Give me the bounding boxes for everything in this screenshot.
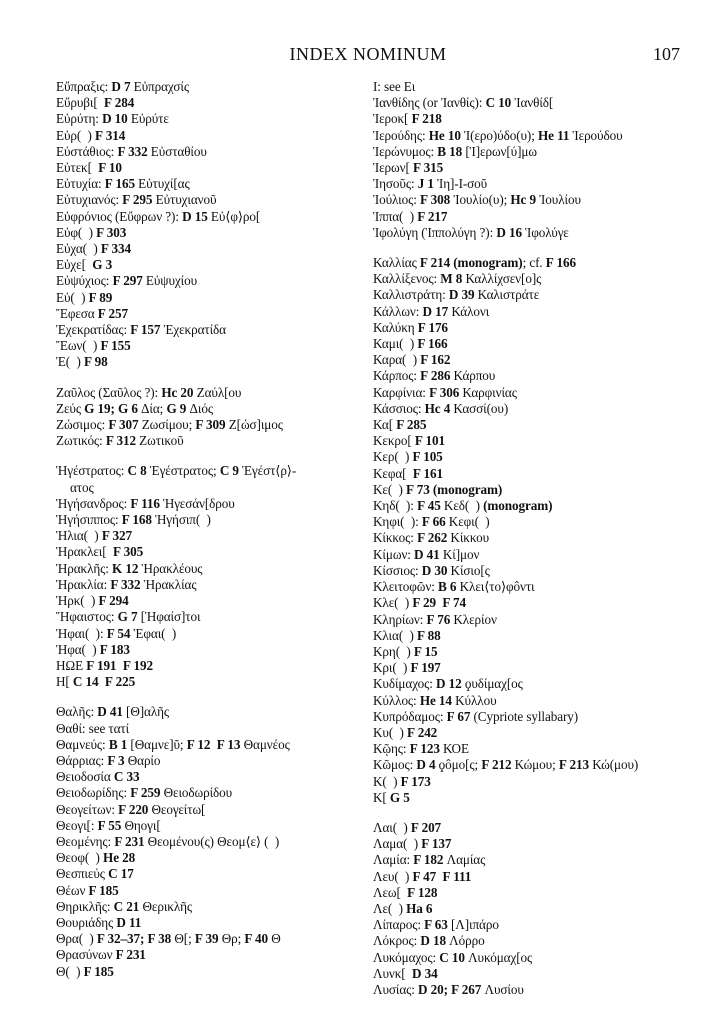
index-entry: Κάλλων: D 17 Κάλονι (373, 303, 490, 319)
index-entry: Θεοφ( ) He 28 (56, 850, 136, 866)
index-entry: Ι: see Ει (373, 79, 416, 94)
index-entry: Θρασύνων F 231 (56, 947, 146, 963)
index-entry: Ἱερων[ F 315 (373, 160, 444, 176)
index-entry: Ἐ( ) F 98 (56, 354, 108, 370)
index-entry: Θαθί: see τατί (56, 720, 130, 736)
entry-group-separator (56, 371, 361, 385)
entry-group-separator (56, 449, 361, 463)
index-entry: Καρφίνια: F 306 Καρφινίας (373, 384, 517, 400)
index-entry: Θεογείτων: F 220 Θεογείτω[ (56, 801, 206, 817)
index-entry: Ἱεροκ[ F 218 (373, 111, 442, 127)
index-column-right (373, 79, 703, 998)
index-entry: Κλειτοφῶν: B 6 Κλει⟨το⟩φôντι (373, 579, 535, 595)
index-entry: ατος (70, 479, 94, 495)
index-entry: Κηδ( ): F 45 Κεδ( ) (monogram) (373, 498, 553, 514)
index-entry: Κληρίων: F 76 Κλερίον (373, 611, 497, 627)
index-entry: Ἱερούδης: He 10 Ἱ(ερο)ύδο(υ); He 11 Ἱερούδου (373, 127, 623, 143)
index-entry: Ζεύς G 19; G 6 Δία; G 9 Διός (56, 400, 213, 416)
index-entry: Ἔων( ) F 155 (56, 338, 131, 354)
index-entry: Κίμων: D 41 Κί]μον (373, 546, 480, 562)
index-entry: Εὐτυχιανός: F 295 Εὐτυχιανοῦ (56, 192, 217, 208)
page-number: 107 (653, 44, 680, 64)
index-entry: Καρα( ) F 162 (373, 352, 451, 368)
index-entry: Κλε( ) F 29 F 74 (373, 595, 467, 611)
index-entry: Καλλίας F 214 (monogram); cf. F 166 (373, 255, 576, 271)
index-entry: Κρη( ) F 15 (373, 643, 438, 659)
index-entry: Λυκόμαχος: C 10 Λυκόμαχ[ος (373, 949, 533, 965)
index-entry: Θηρικλῆς: C 21 Θερικλῆς (56, 898, 193, 914)
index-entry: Θαμνεύς: B 1 [Θαμνε]ῦ; F 12 F 13 Θαμνέος (56, 736, 290, 752)
index-entry: Ἱφολύγη (Ἱππολύγη ?): D 16 Ἱφολύγε (373, 224, 569, 240)
index-entry: Ἥφαιστος: G 7 [Ἡφαίσ]τοι (56, 609, 201, 625)
index-entry: Κ[ G 5 (373, 789, 410, 805)
entry-group-separator (373, 806, 703, 820)
index-entry: Ἡρακλῆς: K 12 Ἡρακλέους (56, 560, 203, 576)
index-entry: Κίσσιος: D 30 Κίσιο[ς (373, 562, 490, 578)
index-entry: Θεογι[: F 55 Θηογι[ (56, 817, 161, 833)
index-entry: Ἰούλιος: F 308 Ἰουλίο(υ); Hc 9 Ἰουλίου (373, 192, 581, 208)
index-entry: Κυ( ) F 242 (373, 724, 438, 740)
index-entry: Κα[ F 285 (373, 417, 427, 433)
index-entry: Ἡγέστρατος: C 8 Ἑγέστρατος; C 9 Ἑγέστ⟨ρ⟩- (56, 463, 297, 479)
index-entry: Λεω[ F 128 (373, 884, 438, 900)
index-entry: Κάσσιος: Hc 4 Κασσί(ου) (373, 400, 509, 416)
index-entry: Λόκρος: D 18 Λόρρο (373, 933, 485, 949)
index-entry: Εὐρ( ) F 314 (56, 127, 126, 143)
index-entry: Ἡγήσανδρος: F 116 Ἡγεσάν[δρου (56, 495, 235, 511)
index-entry: Ἐχεκρατίδας: F 157 Ἐχεκρατίδα (56, 322, 226, 338)
index-entry: Ζώσιμος: F 307 Ζωσίμου; F 309 Ζ[ώσ]ιμος (56, 417, 283, 433)
index-entry: Θειοδωρίδης: F 259 Θειοδωρίδου (56, 785, 233, 801)
index-entry: Θουριάδης D 11 (56, 914, 142, 930)
index-entry: Ἡλια( ) F 327 (56, 528, 132, 544)
index-entry: Ζαῦλος (Σαῦλος ?): Hc 20 Ζαύλ[ου (56, 384, 242, 400)
index-entry: Εὐ( ) F 89 (56, 289, 113, 305)
index-entry: Κρι( ) F 197 (373, 660, 441, 676)
index-entry: Ἡφαι( ): F 54 Ἑφαι( ) (56, 625, 177, 641)
index-entry: Λυνκ[ D 34 (373, 965, 438, 981)
index-entry: Θειοδοσία C 33 (56, 769, 140, 785)
index-entry: Λαμία: F 182 Λαμίας (373, 852, 486, 868)
index-entry: Κῷης: F 123 ΚΟΕ (373, 741, 469, 757)
index-entry: Ἡρκ( ) F 294 (56, 593, 129, 609)
index-entry: Εὐτυχία: F 165 Εὐτυχί[ας (56, 176, 190, 192)
index-entry: Κηφι( ): F 66 Κεφι( ) (373, 514, 490, 530)
index-entry: Καμι( ) F 166 (373, 336, 448, 352)
index-entry: Η[ C 14 F 225 (56, 674, 136, 690)
index-entry: Ἰησοῦς: J 1 Ἰη]-Ι-σοῦ (373, 176, 488, 192)
entry-group-separator (373, 241, 703, 255)
index-entry: Εὐτεκ[ F 10 (56, 160, 122, 176)
index-entry: Λαμα( ) F 137 (373, 836, 452, 852)
index-column-left (56, 79, 361, 980)
index-entry: Κλια( ) F 88 (373, 627, 441, 643)
index-entry: Κῶμος: D 4 ϙôμο[ς; F 212 Κώμου; F 213 Κώ(μου) (373, 757, 639, 773)
index-entry: Θαλῆς: D 41 [Θ]αλῆς (56, 704, 170, 720)
index-entry: Ἡφα( ) F 183 (56, 641, 130, 657)
index-entry: Ἔφεσα F 257 (56, 305, 128, 321)
index-entry: Κερ( ) F 105 (373, 449, 443, 465)
index-entry: Εὐχα( ) F 334 (56, 241, 131, 257)
index-entry: Καλύκη F 176 (373, 319, 448, 335)
index-entry: Θεομένης: F 231 Θεομένου(ς) Θεομ⟨ε⟩ ( ) (56, 833, 280, 849)
index-entry: Εὐχε[ G 3 (56, 257, 113, 273)
index-entry: Εὔρυβι[ F 284 (56, 95, 135, 111)
index-entry: Κεκρο[ F 101 (373, 433, 446, 449)
entry-group-separator (56, 690, 361, 704)
index-entry: Ἡγήσιππος: F 168 Ἡγήσιπ( ) (56, 512, 211, 528)
index-entry: Εὐρύτη: D 10 Εὐρύτε (56, 111, 169, 127)
index-entry: Κύλλος: He 14 Κύλλου (373, 692, 497, 708)
index-entry: Ἱππα( ) F 217 (373, 208, 448, 224)
page-header (56, 44, 680, 68)
index-entry: Κεφα[ F 161 (373, 465, 444, 481)
index-entry: Κε( ) F 73 (monogram) (373, 481, 503, 497)
index-entry: Καλλίξενος: M 8 Καλλίχσεν[ο]ς (373, 271, 542, 287)
index-entry: Εὐφ( ) F 303 (56, 224, 127, 240)
index-entry: Ἡρακλία: F 332 Ἡρακλίας (56, 576, 197, 592)
index-entry: Ἡρακλει[ F 305 (56, 544, 144, 560)
index-entry: Κίκκος: F 262 Κίκκου (373, 530, 490, 546)
index-entry: Εὔπραξις: D 7 Εὐπραχσίς (56, 79, 189, 94)
index-entry: Κυπρόδαμος: F 67 (Cypriote syllabary) (373, 708, 579, 724)
index-entry: Λυσίας: D 20; F 267 Λυσίου (373, 981, 524, 997)
index-entry: Θρα( ) F 32–37; F 38 Θ[; F 39 Θρ; F 40 Θ (56, 931, 281, 947)
index-entry: ΗΩΕ F 191 F 192 (56, 657, 153, 673)
index-entry: Λίπαρος: F 63 [Λ]ιπάρο (373, 917, 499, 933)
index-entry: Θεσπιεύς C 17 (56, 866, 134, 882)
index-entry: Εὐφρόνιος (Εὔφρων ?): D 15 Εὐ⟨φ⟩ρο[ (56, 208, 261, 224)
index-entry: Θάρριας: F 3 Θαρίο (56, 752, 161, 768)
index-entry: Ἱερώνυμος: B 18 [Ἱ]ερων[ύ]μω (373, 143, 537, 159)
index-entry: Εὐψύχιος: F 297 Εὐψυχίου (56, 273, 198, 289)
index-entry: Κάρπος: F 286 Κάρπου (373, 368, 496, 384)
index-entry: Ἰανθίδης (or Ἰανθίς): C 10 Ἰανθίδ[ (373, 95, 554, 111)
index-entry: Θέων F 185 (56, 882, 119, 898)
index-entry: Ζωτικός: F 312 Ζωτικοῦ (56, 433, 184, 449)
index-entry: Καλλιστράτη: D 39 Καλιστράτε (373, 287, 540, 303)
index-entry: Λευ( ) F 47 F 111 (373, 868, 472, 884)
index-entry: Εὐστάθιος: F 332 Εὐσταθίου (56, 143, 207, 159)
index-entry: Κυδίμαχος: D 12 ϙυδίμαχ[ος (373, 676, 523, 692)
index-entry: Λαι( ) F 207 (373, 819, 442, 835)
index-entry: Λε( ) Ha 6 (373, 900, 433, 916)
page-title: INDEX NOMINUM (289, 44, 447, 64)
index-entry: Κ( ) F 173 (373, 773, 431, 789)
index-entry: Θ( ) F 185 (56, 963, 114, 979)
